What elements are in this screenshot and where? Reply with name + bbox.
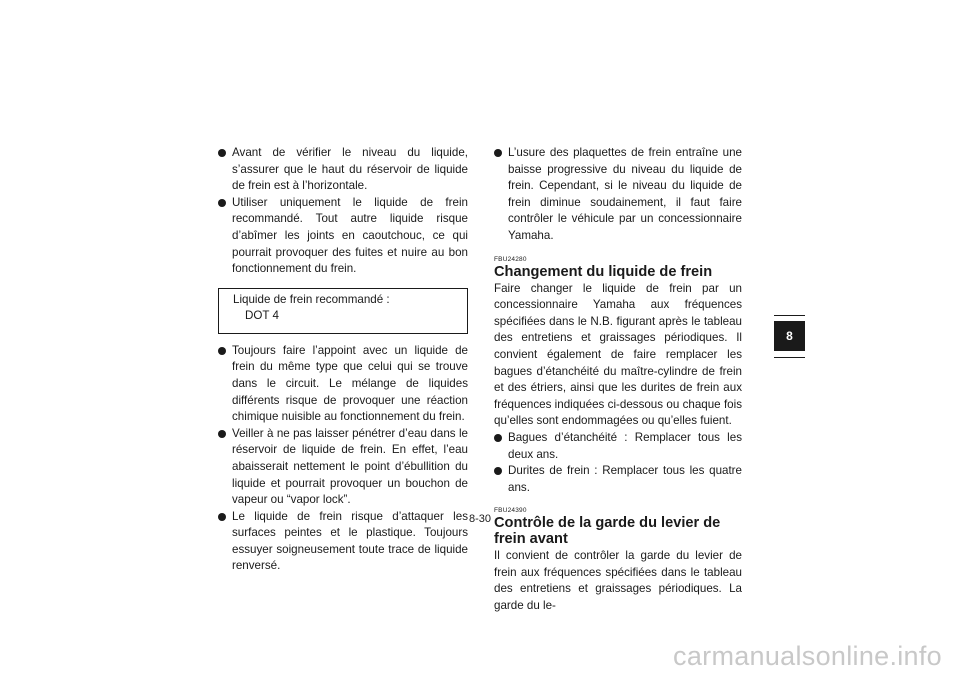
right-column [494, 145, 742, 615]
bullet-item [494, 463, 742, 496]
bullet-item [218, 195, 468, 278]
bullet-item [494, 145, 742, 245]
bullet-dot-icon [218, 199, 226, 207]
bullet-dot-icon [218, 149, 226, 157]
bullet-text: Avant de vérifier le niveau du liquide, s’assurer que le haut du réservoir de liquide de frein est à l’horizontale. [232, 146, 468, 193]
tab-divider [774, 357, 805, 358]
section-code: FBU24390 [494, 507, 527, 515]
bullet-text: L’usure des plaquettes de frein entraîne une baisse progressive du niveau du liquide de frein. Cependant, si le niveau du liquide de frein diminue soudainement, il faut faire contrôler le véhicule par un concessionnaire Yamaha. [508, 146, 742, 242]
watermark: carmanualsonline.info [673, 641, 942, 671]
section-title: Contrôle de la garde du levier de frein avant [494, 515, 721, 548]
tab-divider [774, 315, 805, 316]
section-title: Changement du liquide de frein [494, 263, 713, 280]
section-body: Faire changer le liquide de frein par un concessionnaire Yamaha aux fréquences spécifiées dans le N.B. figurant après le tableau des entretiens et graissages périodiques. Il convient également de faire remplacer les bagues d’étanchéité du maître-cylindre de frein et des étriers, ainsi que les durites de frein aux fréquences indiquées ci-dessous ou chaque fois qu’elles sont endommagées ou qu’elles fuient. [494, 281, 742, 428]
bullet-dot-icon [494, 434, 502, 442]
section-body: Il convient de contrôler la garde du levier de frein aux fréquences spécifiées dans le tableau des entretiens et graissages périodiques. La garde du le- [494, 549, 742, 613]
bullet-dot-icon [494, 467, 502, 475]
spec-box [218, 288, 468, 334]
bullet-text: Veiller à ne pas laisser pénétrer d’eau dans le réservoir de liquide de frein. En effet, l’eau abaisserait nettement le point d’ébullition du liquide et pourrait provoquer un bouchon de vapeur ou “vapor lock”. [232, 426, 468, 507]
bullet-item [218, 343, 468, 426]
bullet-dot-icon [218, 430, 226, 438]
bullet-text: Bagues d’étanchéité : Remplacer tous les deux ans. [508, 430, 742, 461]
page-number: 8-30 [468, 513, 492, 525]
left-column [218, 145, 468, 575]
bullet-text: Le liquide de frein risque d’attaquer les surfaces peintes et le plastique. Toujours essuyer soigneusement toute trace de liquide renversé. [232, 509, 468, 573]
spec-label: Liquide de frein recommandé : [233, 292, 390, 306]
bullet-item [494, 430, 742, 463]
bullet-text: Utiliser uniquement le liquide de frein recommandé. Tout autre liquide risque d’abîmer les joints en caoutchouc, ce qui pourrait provoquer des fuites et nuire au bon fonctionnement du frein. [232, 195, 468, 276]
section-code: FBU24280 [494, 255, 527, 263]
spec-value: DOT 4 [245, 309, 279, 323]
bullet-text: Toujours faire l’appoint avec un liquide de frein du même type que celui qui se trouve dans le circuit. Le mélange de liquides différents risque de provoquer une réaction chimique nuisible au fonctionnement du frein. [232, 343, 468, 424]
bullet-item [218, 426, 468, 509]
chapter-tab: 8 [774, 321, 805, 351]
bullet-text: Durites de frein : Remplacer tous les quatre ans. [508, 464, 742, 494]
bullet-dot-icon [494, 149, 502, 157]
bullet-dot-icon [218, 347, 226, 355]
bullet-item [218, 145, 468, 195]
